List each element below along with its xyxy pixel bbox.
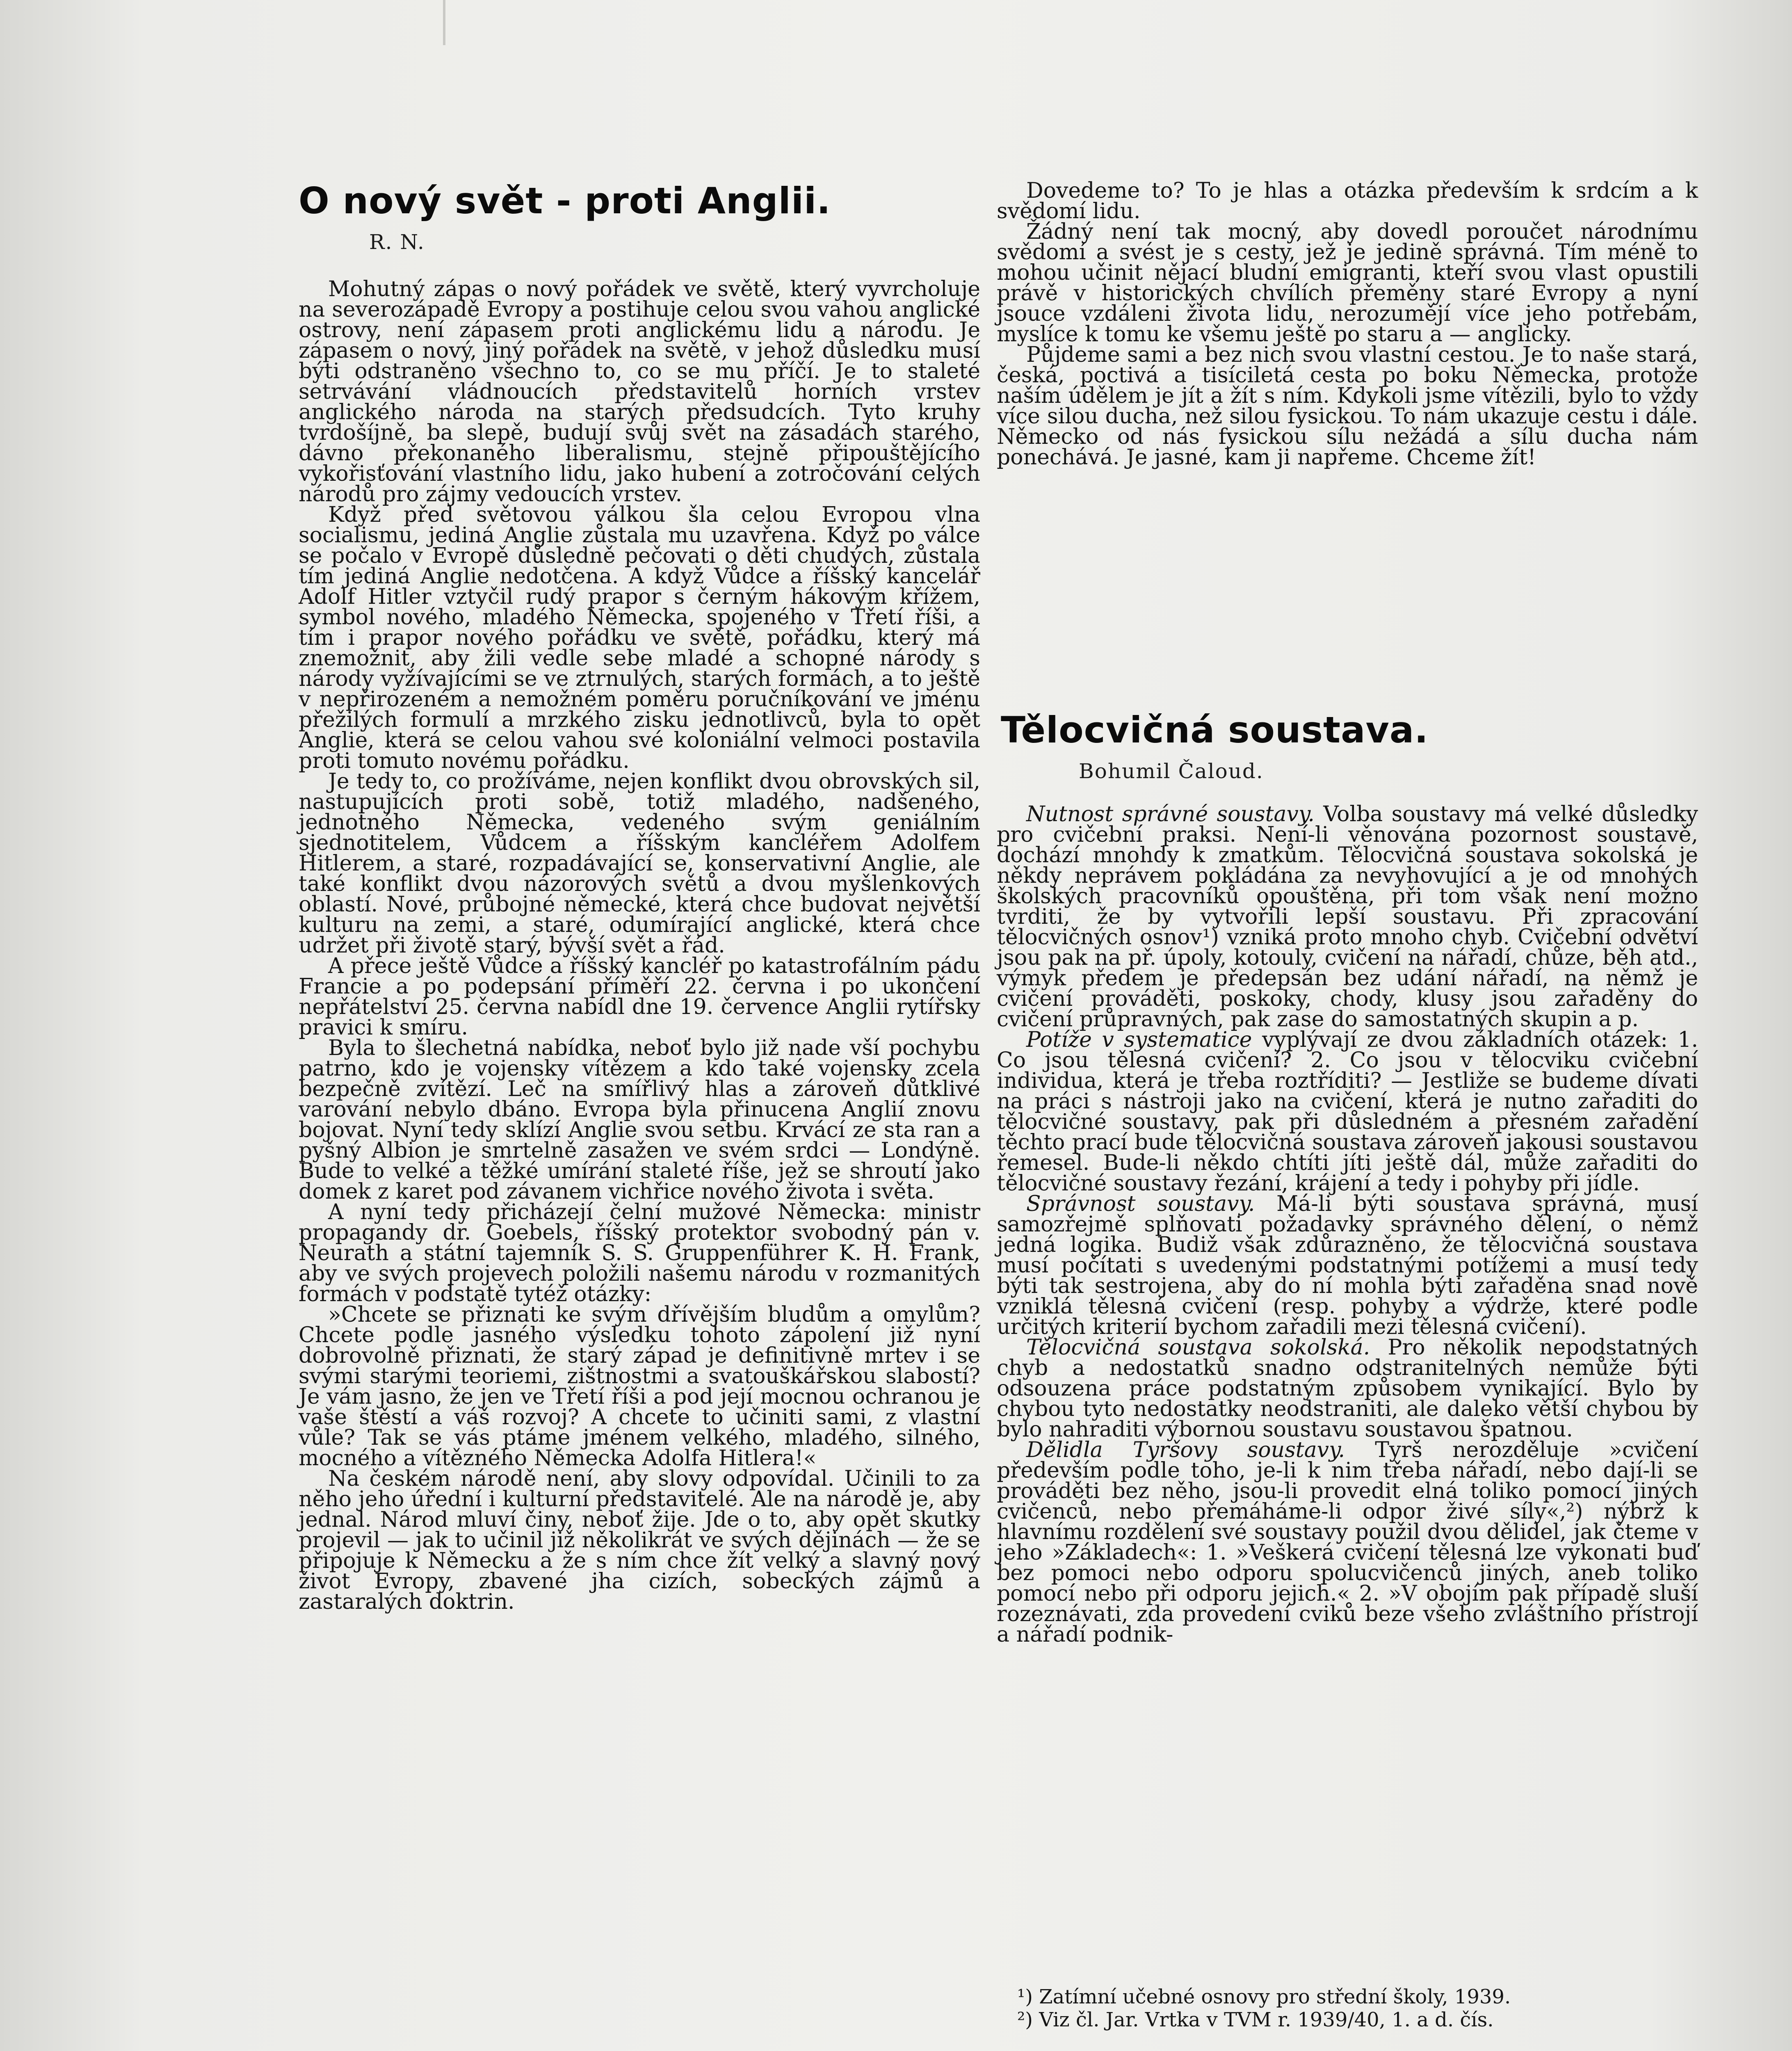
scan-artifact xyxy=(443,0,445,45)
section-text: Pro několik nepodstatných chyb a nedostatků snadno odstranitelných nemůže býti odsouzena práce podstatným způsobem vynikající. Bylo by chybou tyto nedostatky neodstraniti, ale daleko větší chybou by bylo nahraditi výbornou soustavu soustavou špatnou. xyxy=(997,1335,1698,1442)
paragraph: Dovedeme to? To je hlas a otázka především k srdcím a k svědomí lidu. xyxy=(997,178,1698,224)
paragraph: Byla to šlechetná nabídka, neboť bylo již nade vší pochybu patrno, kdo je vojensky vítězem a kdo také vojensky zcela bezpečně zvítězí. Leč na smířlivý hlas a zároveň důtklivé varování nebylo dbáno. Evropa byla přinucena Anglií znovu bojovat. Nyní tedy sklízí Anglie svou setbu. Krvácí ze sta ran a pyšný Albion je smrtelně zasažen ve svém srdci — Londýně. Bude to velké a těžké umírání staleté říše, jež se shroutí jako domek z karet pod závanem vichřice nového života i světa. xyxy=(299,1036,980,1204)
footnote xyxy=(997,1985,1698,2008)
footnotes xyxy=(997,1985,1698,2031)
paragraph: Je tedy to, co prožíváme, nejen konflikt dvou obrovských sil, nastupujících proti sobě, totiž mladého, nadšeného, jednotného Německa, vedeného svým geniálním sjednotitelem, Vůdcem a říšským kancléřem Adolfem Hitlerem, a staré, rozpadávající se, konservativní Anglie, ale také konflikt dvou názorových světů a dvou myšlenkových oblastí. Nové, průbojné německé, která chce budovat největší kulturu na zemi, a staré, odumírající anglické, která chce udržet při životě starý, bývší svět a řád. xyxy=(299,769,980,958)
article-title: Tělocvičná soustava. xyxy=(1001,709,1429,751)
article-author: R. N. xyxy=(369,230,425,254)
section-paragraph xyxy=(997,1440,1698,1645)
section-paragraph xyxy=(997,1337,1698,1440)
footnote-mark: ¹) xyxy=(1017,1985,1033,2008)
paragraph: A přece ještě Vůdce a říšský kancléř po katastrofálním pádu Francie a po podepsání příměří 22. června i po ukončení nepřátelství 25. června nabídl dne 19. července Anglii rytířsky pravici k smíru. xyxy=(299,954,980,1040)
section-paragraph xyxy=(997,1030,1698,1194)
section-heading: Dělidla Tyršovy soustavy. xyxy=(1026,1438,1345,1462)
paragraph: Na českém národě není, aby slovy odpovídal. Učinili to za něho jeho úřední i kulturní představitelé. Ale na národě je, aby jednal. Národ mluví činy, neboť žije. Jde o to, aby opět skutky projevil — jak to učinil již několikrát ve svých dějinách — že se připojuje k Německu a že s ním chce žít velký a slavný nový život Evropy, zbavené jha cizích, sobeckých zájmů a zastaralých doktrin. xyxy=(299,1466,980,1614)
paragraph: Žádný není tak mocný, aby dovedl poroučet národnímu svědomí a svést je s cesty, jež je jedině správná. Tím méně to mohou učinit nějací bludní emigranti, kteří svou vlast opustili právě v historických chvílích přeměny staré Evropy a nyní jsouce vzdáleni života lidu, nerozumějí více jeho potřebám, myslíce k tomu ke všemu ještě po staru a — anglicky. xyxy=(997,219,1698,347)
footnote xyxy=(997,2008,1698,2031)
section-heading: Tělocvičná soustava sokolská. xyxy=(1026,1335,1370,1360)
paragraph: »Chcete se přiznati ke svým dřívějším bludům a omylům? Chcete podle jasného výsledku tohoto zápolení již nyní dobrovolně přiznati, že starý západ je definitivně mrtev i se svými starými teoriemi, zištnostmi a svatouškářskou slabostí? Je vám jasno, že jen ve Třetí říši a pod její mocnou ochranou je vaše štěstí a váš rozvoj? A chcete to učiniti sami, z vlastní vůle? Tak se vás ptáme jménem velkého, mladého, silného, mocného a vítězného Německa Adolfa Hitlera!« xyxy=(299,1302,980,1471)
paragraph: Půjdeme sami a bez nich svou vlastní cestou. Je to naše stará, česká, poctivá a tisíciletá cesta po boku Německa, protože naším údělem je jít a žít s ním. Kdykoli jsme vítězili, bylo to vždy více silou ducha, než silou fysickou. To nám ukazuje cestu i dále. Německo od nás fysickou sílu nežádá a sílu ducha nám ponechává. Je jasné, kam ji napřeme. Chceme žít! xyxy=(997,343,1698,470)
section-heading: Potíže v systematice xyxy=(1026,1028,1252,1052)
article-title: O nový svět - proti Anglii. xyxy=(299,180,831,222)
paragraph: A nyní tedy přicházejí čelní mužové Německa: ministr propagandy dr. Goebels, říšský protektor svobodný pán v. Neurath a státní tajemník S. S. Gruppenführer K. H. Frank, aby ve svých projevech položili našemu národu v rozmanitých formách v podstatě tytéž otázky: xyxy=(299,1200,980,1306)
section-text: Má-li býti soustava správná, musí samozřejmě splňovati požadavky správného dělení, o němž jedná logika. Budiž však zdůrazněno, že tělocvičná soustava musí počítati s uvedenými podstatnými potížemi a musí tedy býti tak sestrojena, aby do ní mohla býti zařaděna snad nově vzniklá tělesná cvičení (resp. pohyby a výdrže, které podle určitých kriterií bychom zařadili mezi tělesná cvičení). xyxy=(997,1192,1698,1339)
section-paragraph xyxy=(997,804,1698,1030)
article-body-right xyxy=(997,180,1698,468)
paragraph: Když před světovou válkou šla celou Evropou vlna socialismu, jediná Anglie zůstala mu uzavřena. Když po válce se počalo v Evropě důsledně pečovati o děti chudých, zůstala tím jediná Anglie nedotčena. A když Vůdce a říšský kancelář Adolf Hitler vztyčil rudý prapor s černým hákovým křížem, symbol nového, mladého Německa, spojeného v Třetí říši, a tím i prapor nového pořádku ve světě, pořádku, který má znemožnit, aby žili vedle sebe mladé a schopné národy s národy vyžívajícími se ve ztrnulých, starých formách, a to ještě v nepřirozeném a nemožném poměru poručníkování ve jménu přežilých formulí a mrzkého zisku jednotlivců, byla to opět Anglie, která se celou vahou své koloniální velmoci postavila proti tomuto novému pořádku. xyxy=(299,502,980,773)
paragraph: Mohutný zápas o nový pořádek ve světě, který vyvrcholuje na severozápadě Evropy a postihuje celou svou vahou anglické ostrovy, není zápasem proti anglickému lidu a národu. Je zápasem o nový, jiný pořádek na světě, v jehož důsledku musí býti odstraněno všechno to, co se mu příčí. Je to staleté setrvávání vládnoucích představitelů horních vrstev anglického národa na starých předsudcích. Tyto kruhy tvrdošíjně, ba slepě, budují svůj svět na zásadách starého, dávno překonaného liberalismu, stejně připouštějícího vykořisťování vlastního lidu, jako hubení a zotročování celých národů pro zájmy vedoucích vrstev. xyxy=(299,277,980,507)
section-paragraph xyxy=(997,1194,1698,1337)
section-text: Tyrš nerozděluje »cvičení především podle toho, je-li k nim třeba nářadí, nebo dají-li se prováděti bez něho, jsou-li provedit elná toliko pomocí jiných cvičenců, nebo přemáháme-li odpor živé síly«,²) nýbrž k hlavnímu rozdělení své soustavy použil dvou dělidel, jak čteme v jeho »Základech«: 1. »Veškerá cvičení tělesná lze vykonati buď bez pomoci nebo odporu spolucvičenců jiných, aneb toliko pomocí nebo při odporu jejich.« 2. »V obojím pak případě sluší rozeznávati, zda provedení cviků beze všeho zvláštního přístrojí a nářadí podnik- xyxy=(997,1438,1698,1647)
article-author: Bohumil Čaloud. xyxy=(1079,759,1264,783)
footnote-text: Viz čl. Jar. Vrtka v TVM r. 1939/40, 1. a d. čís. xyxy=(1039,2008,1494,2031)
section-heading: Nutnost správné soustavy. xyxy=(1026,802,1315,827)
footnote-text: Zatímní učebné osnovy pro střední školy, 1939. xyxy=(1039,1985,1511,2008)
section-text: Volba soustavy má velké důsledky pro cvičební praksi. Není-li věnována pozornost soustavě, dochází mnohdy k zmatkům. Tělocvičná soustava sokolská je někdy neprávem pokládána za nevyhovující a je od mnohých školských pracovníků opouštěna, při tom však není možno tvrditi, že by vytvořili lepší soustavu. Při zpracování tělocvičných osnov¹) vzniká proto mnoho chyb. Cvičební odvětví jsou pak na př. úpoly, kotouly, cvičení na nářadí, chůze, běh atd., výmyk předem je předepsán bez udání nářadí, na němž je cvičení prováděti, poskoky, chody, klusy jsou zařaděny do cvičení průpravných, pak zase do samostatných skupin a p. xyxy=(997,802,1698,1032)
article2-body xyxy=(997,804,1698,1645)
section-heading: Správnost soustavy. xyxy=(1026,1192,1255,1216)
article-body-left xyxy=(299,279,980,1612)
footnote-mark: ²) xyxy=(1017,2008,1033,2031)
section-text: vyplývají ze dvou základních otázek: 1. Co jsou tělesná cvičení? 2. Co jsou v tělocviku cvičební individua, která je třeba roztříditi? — Jestliže se budeme dívati na práci s nástroji jako na cvičení, která je nutno zařaditi do tělocvičné soustavy, pak při důsledném a přesném zařadění těchto prací bude tělocvičná soustava zároveň jakousi soustavou řemesel. Bude-li někdo chtíti jíti ještě dál, může zařaditi do tělocvičné soustavy řezání, krájení a tedy i pohyby při jídle. xyxy=(997,1028,1698,1196)
